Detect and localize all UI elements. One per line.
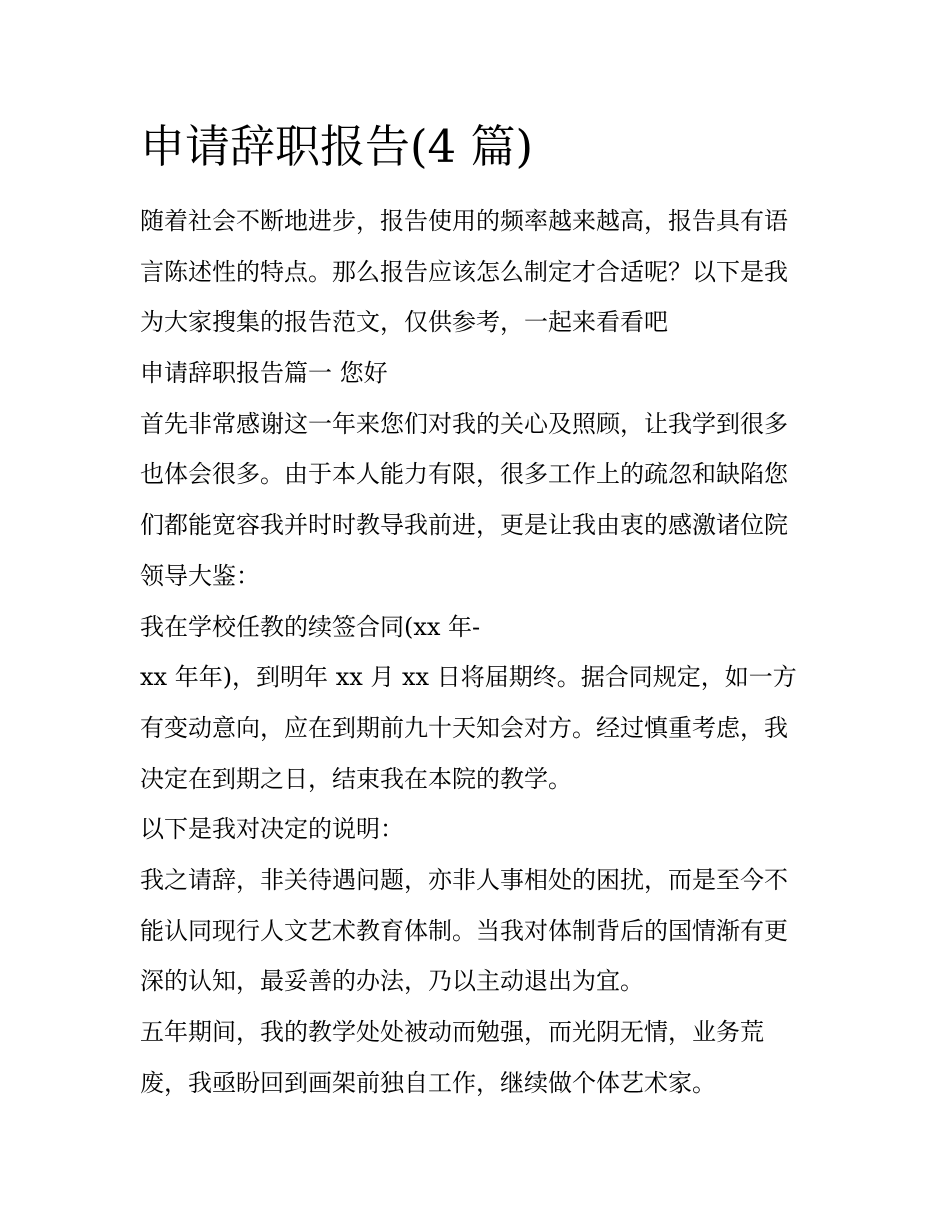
paragraph-line: 能认同现行人文艺术教育体制。当我对体制背后的国情渐有更 [140,916,788,945]
paragraph-line: 领导大鉴： [140,561,260,590]
paragraph-line: xx 年年)，到明年 xx 月 xx 日将届期终。据合同规定，如一方 [140,663,797,692]
paragraph-line: 首先非常感谢这一年来您们对我的关心及照顾，让我学到很多 [140,409,788,438]
paragraph-line: 我之请辞，非关待遇问题，亦非人事相处的困扰，而是至今不 [140,865,788,894]
paragraph-line: 言陈述性的特点。那么报告应该怎么制定才合适呢？以下是我 [140,257,788,286]
document-title: 申请辞职报告(4 篇) [140,120,534,173]
paragraph-line: 随着社会不断地进步，报告使用的频率越来越高，报告具有语 [140,207,788,235]
paragraph-line: 们都能宽容我并时时教导我前进，更是让我由衷的感激诸位院 [140,511,788,540]
paragraph-line: 五年期间，我的教学处处被动而勉强，而光阴无情，业务荒 [140,1018,764,1046]
paragraph-line: 以下是我对决定的说明： [140,815,404,844]
paragraph-line: 深的认知，最妥善的办法，乃以主动退出为宜。 [140,967,644,996]
paragraph-line: 决定在到期之日，结束我在本院的教学。 [140,764,572,793]
paragraph-line: 废，我亟盼回到画架前独自工作，继续做个体艺术家。 [140,1068,716,1097]
paragraph-line: 有变动意向，应在到期前九十天知会对方。经过慎重考虑，我 [140,713,788,742]
paragraph-line: 我在学校任教的续签合同(xx 年- [140,612,481,641]
document-body [140,196,820,1108]
paragraph-line: 为大家搜集的报告范文，仅供参考，一起来看看吧 [140,308,668,337]
paragraph-line: 也体会很多。由于本人能力有限，很多工作上的疏忽和缺陷您 [140,460,788,489]
section-heading-line: 申请辞职报告篇一 您好 [140,359,388,388]
